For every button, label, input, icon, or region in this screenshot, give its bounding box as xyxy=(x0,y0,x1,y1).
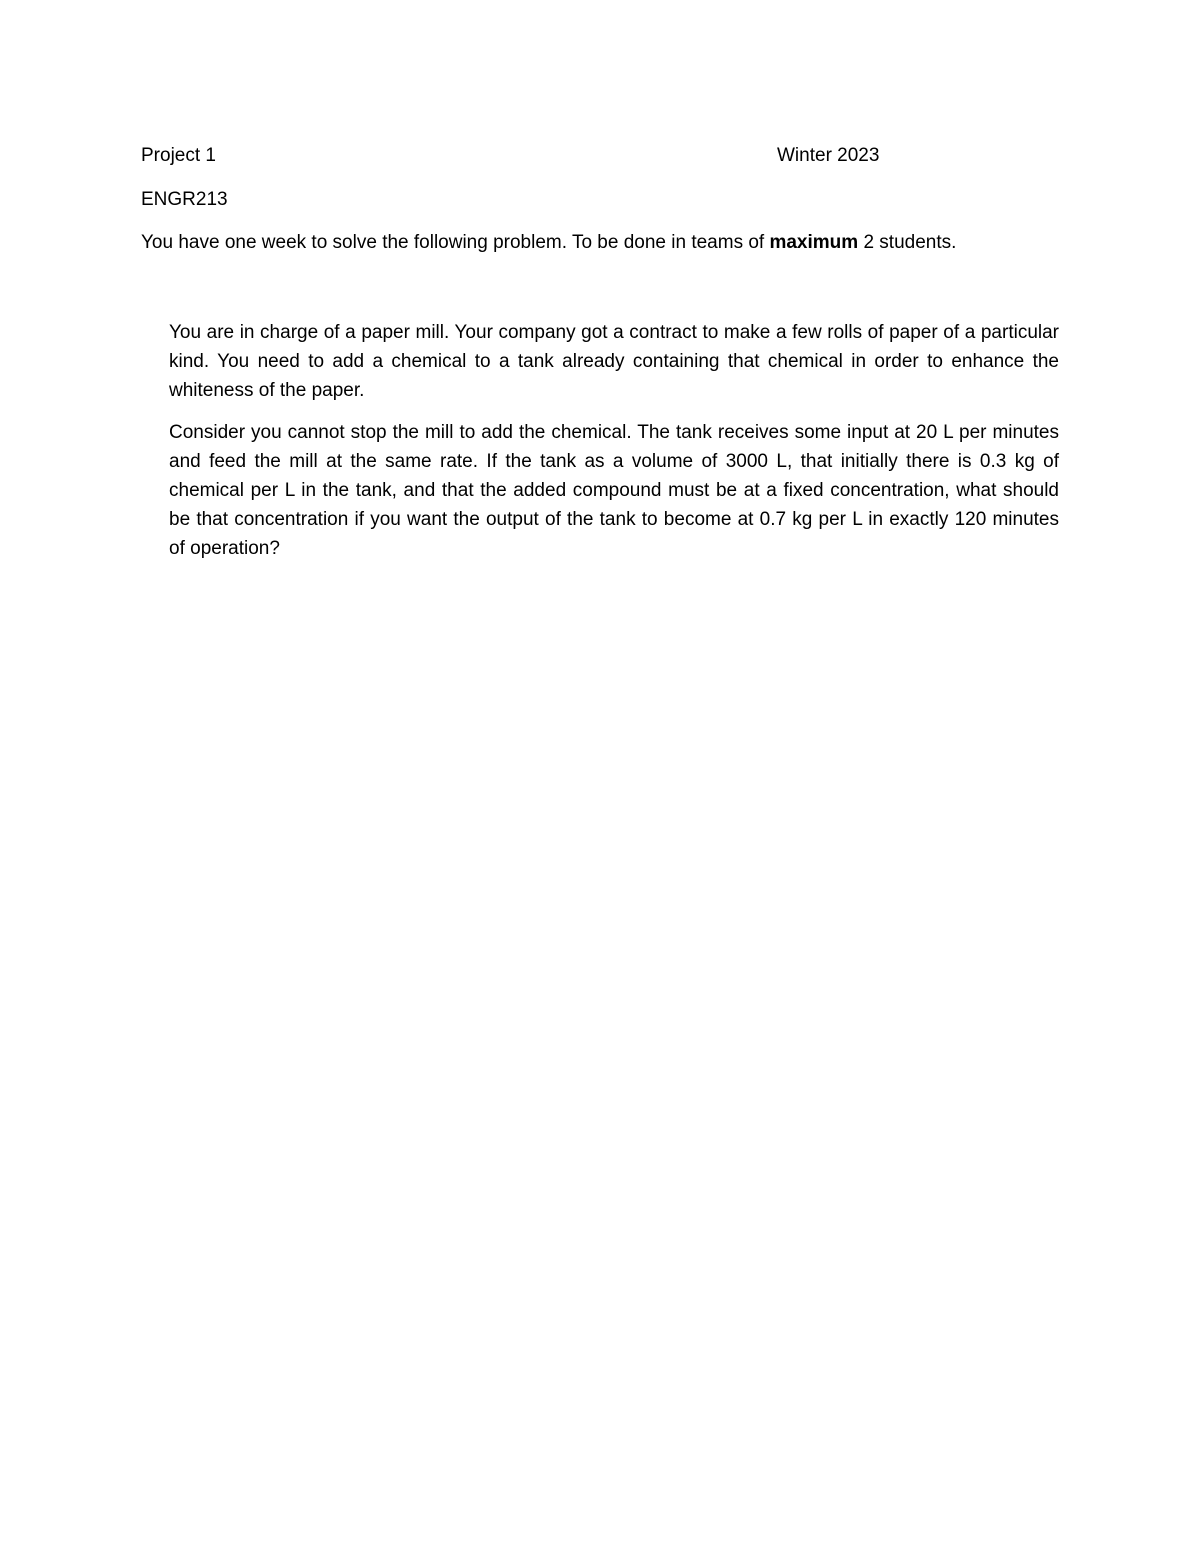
instructions-emphasis: maximum xyxy=(769,232,859,253)
course-code: ENGR213 xyxy=(141,189,228,210)
project-title: Project 1 xyxy=(141,145,216,166)
problem-paragraph-2: Consider you cannot stop the mill to add the chemical. The tank receives some input at 20 L per minutes and feed the mill at the same rate. If the tank as a volume of 3000 L, that initially there is 0.3 kg of chemical per L in the tank, and that the added compound must be at a fixed concentration, what should be that concentration if you want the output of the tank to become at 0.7 kg per L in exactly 120 minutes of operation? xyxy=(169,422,1059,559)
instructions-line xyxy=(141,228,956,257)
problem-paragraph-1: You are in charge of a paper mill. Your company got a contract to make a few rolls of paper of a particular kind. You need to add a chemical to a tank already containing that chemical in order to enhance the whiteness of the paper. xyxy=(169,322,1059,401)
instructions-text-after: 2 students. xyxy=(858,232,957,253)
instructions-text-before: You have one week to solve the following problem. To be done in teams of xyxy=(141,232,770,253)
term-label: Winter 2023 xyxy=(777,145,880,166)
